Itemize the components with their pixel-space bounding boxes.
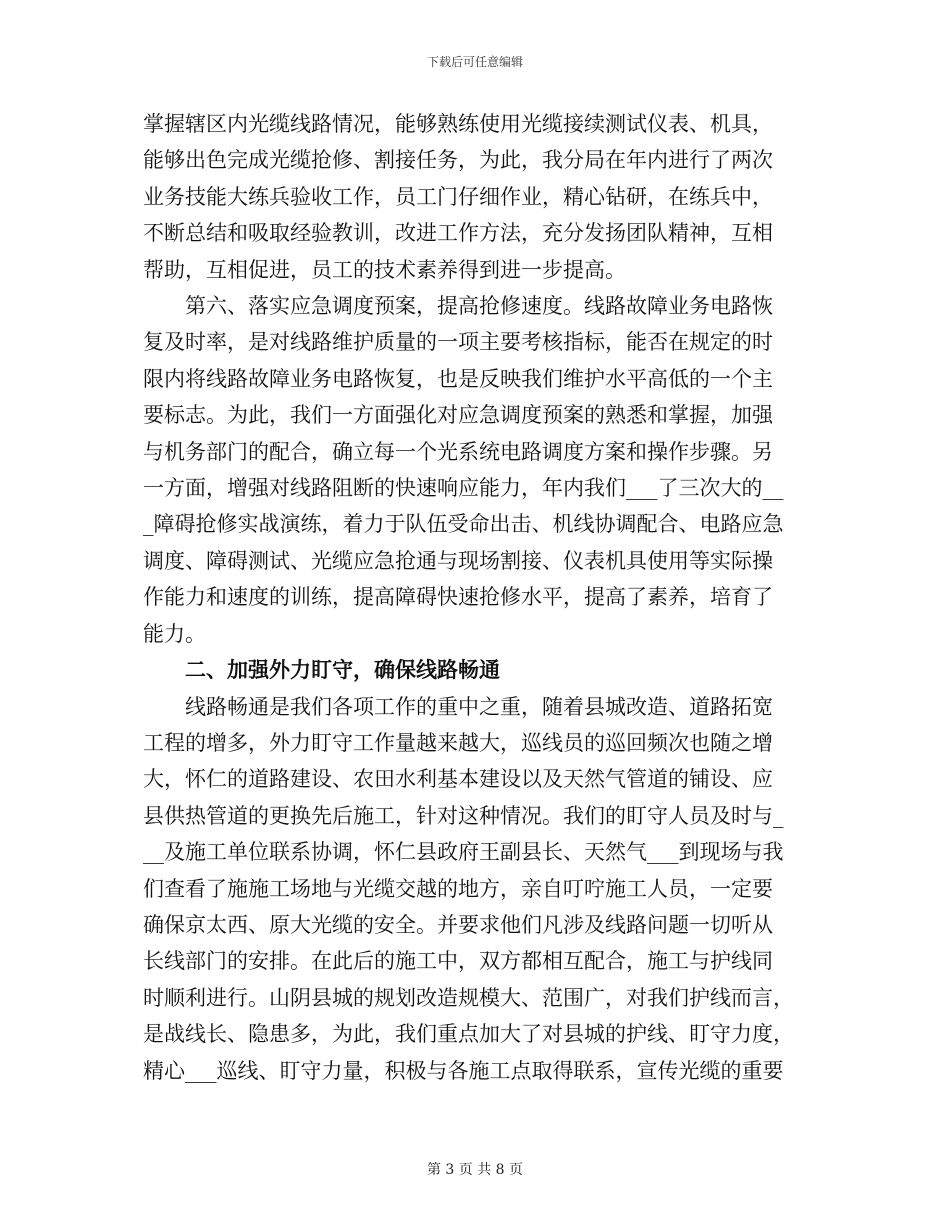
- text-line: 能力。: [143, 621, 206, 646]
- text-line: 大，怀仁的道路建设、农田水利基本建设以及天然气管道的铺设、应: [143, 767, 773, 792]
- text-line: 复及时率，是对线路维护质量的一项主要考核指标，能否在规定的时: [143, 330, 773, 355]
- text-line: 时顺利进行。山阴县城的规划改造规模大、范围广，对我们护线而言，: [143, 985, 794, 1010]
- text-line: 工程的增多，外力盯守工作量越来越大，巡线员的巡回频次也随之增: [143, 730, 773, 755]
- text-line: 确保京太西、原大光缆的安全。并要求他们凡涉及线路问题一切听从: [143, 912, 773, 937]
- text-line: 掌握辖区内光缆线路情况，能够熟练使用光缆接续测试仪表、机具，: [143, 112, 773, 136]
- text-line: 要标志。为此，我们一方面强化对应急调度预案的熟悉和掌握，加强: [143, 403, 773, 428]
- text-line: 是战线长、隐患多，为此，我们重点加大了对县城的护线、盯守力度，: [143, 1022, 794, 1047]
- page-header: 下载后可任意编辑: [426, 55, 523, 69]
- page-footer: 第 3 页 共 8 页: [426, 1162, 524, 1178]
- section-heading: 二、加强外力盯守，确保线路畅通: [185, 657, 500, 683]
- text-line: 精心___巡线、盯守力量，积极与各施工点取得联系，宣传光缆的重要: [143, 1058, 784, 1083]
- text-line: _障碍抢修实战演练，着力于队伍受命出击、机线协调配合、电路应急: [143, 512, 784, 537]
- text-line: 们查看了施施工场地与光缆交越的地方，亲自叮咛施工人员，一定要: [143, 876, 773, 901]
- text-line: 不断总结和吸取经验教训，改进工作方法，充分发扬团队精神，互相: [143, 221, 773, 246]
- text-line: 业务技能大练兵验收工作，员工门仔细作业，精心钻研，在练兵中，: [143, 184, 773, 209]
- text-line: 调度、障碍测试、光缆应急抢通与现场割接、仪表机具使用等实际操: [143, 548, 773, 573]
- paragraph-start-line: 第六、落实应急调度预案，提高抢修速度。线路故障业务电路恢: [185, 294, 773, 319]
- text-line: 长线部门的安排。在此后的施工中，双方都相互配合，施工与护线同: [143, 949, 773, 974]
- document-body: [143, 106, 808, 1089]
- paragraph-start-line: 线路畅通是我们各项工作的重中之重，随着县城改造、道路拓宽: [185, 694, 773, 719]
- text-line: __及施工单位联系协调，怀仁县政府王副县长、天然气___到现场与我: [143, 840, 784, 865]
- text-line: 作能力和速度的训练，提高障碍快速抢修水平，提高了素养，培育了: [143, 585, 773, 610]
- text-line: 一方面，增强对线路阻断的快速响应能力，年内我们___了三次大的__: [143, 476, 784, 501]
- text-line: 县供热管道的更换先后施工，针对这种情况。我们的盯守人员及时与_: [143, 803, 784, 828]
- text-line: 与机务部门的配合，确立每一个光系统电路调度方案和操作步骤。另: [143, 439, 773, 464]
- text-line: 帮助，互相促进，员工的技术素养得到进一步提高。: [143, 257, 626, 282]
- text-line: 能够出色完成光缆抢修、割接任务，为此，我分局在年内进行了两次: [143, 148, 773, 173]
- text-line: 限内将线路故障业务电路恢复，也是反映我们维护水平高低的一个主: [143, 366, 773, 391]
